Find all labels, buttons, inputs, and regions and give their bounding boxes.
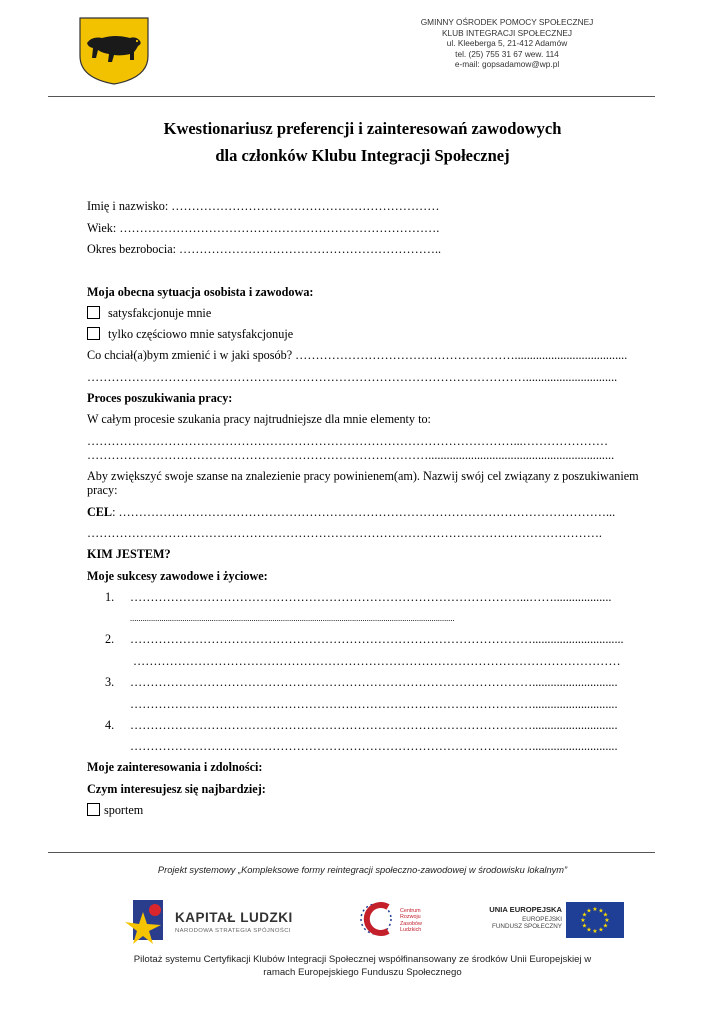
option-label: satysfakcjonuje mnie (108, 306, 212, 320)
age-field[interactable]: Wiek: ……………………………………………………………………. (87, 221, 440, 235)
interests-subheading: Czym interesujesz się najbardziej: (87, 782, 266, 796)
cprs-line: Rozwoju (400, 914, 421, 921)
svg-text:★: ★ (604, 917, 610, 924)
header-address: ul. Kleeberga 5, 21-412 Adamów (446, 38, 568, 49)
section-job-search-heading: Proces poszukiwania pracy: (87, 391, 233, 405)
kapital-ludzki-logo (125, 898, 325, 946)
svg-text:★: ★ (598, 926, 604, 934)
svg-text:★: ★ (580, 917, 586, 924)
cprs-line: Zasobów (400, 920, 422, 927)
eu-sub1: EUROPEJSKI (522, 916, 562, 923)
option-label: sportem (104, 803, 144, 817)
header-org-info (377, 17, 637, 70)
title-line2: dla członków Klubu Integracji Społecznej (215, 146, 510, 165)
cprs-line: Centrum (400, 908, 421, 914)
checkbox-icon[interactable] (87, 327, 100, 340)
success-item-number: 4. (105, 718, 115, 732)
centrum-rozwoju-logo (352, 898, 442, 940)
success-item-line[interactable]: ………………………………………………………………………………………............................ (130, 675, 618, 689)
kl-subtitle: NARODOWA STRATEGIA SPÓJNOŚCI (175, 928, 291, 934)
pilot-note: Pilotaż systemu Certyfikacji Klubów Integracji Społecznej współfinansowany ze środków Unii Europejskiej w ramach Europejskiego Funduszu Społecznego (133, 954, 592, 978)
eu-text (470, 905, 562, 930)
success-item-line[interactable]: ………………………………………………………………………………………............................ (130, 697, 618, 711)
header-divider (48, 96, 655, 97)
kl-title: KAPITAŁ LUDZKI (175, 910, 293, 925)
cprs-emblem-icon (352, 898, 402, 940)
coat-of-arms-bear-icon (78, 16, 150, 86)
success-item-line[interactable]: ……………………………………………………………………………………….............................. (130, 632, 624, 646)
svg-text:★: ★ (586, 907, 592, 915)
svg-text:★: ★ (592, 928, 598, 935)
project-note: Projekt systemowy „Kompleksowe formy reintegracji społeczno-zawodowej w środowisku lokalnym” (157, 865, 568, 875)
change-answer-line[interactable]: ……………………………………………………………………………………………….............................. (87, 370, 618, 384)
unemployment-period-field[interactable]: Okres bezrobocia: ……………………………………………………….. (87, 242, 442, 256)
section-situation-heading: Moja obecna sytuacja osobista i zawodowa: (87, 285, 314, 299)
section-who-am-i-heading: KIM JESTEM? (87, 547, 171, 561)
header-org-line1: GMINNY OŚRODEK POMOCY SPOŁECZNEJ (420, 17, 594, 27)
svg-text:★: ★ (581, 922, 588, 930)
option-label: tylko częściowo mnie satysfakcjonuje (108, 327, 294, 341)
svg-text:★: ★ (602, 911, 609, 919)
header-org-line2: KLUB INTEGRACJI SPOŁECZNEJ (441, 27, 572, 38)
goal-label: CEL (87, 505, 113, 519)
svg-text:★: ★ (598, 907, 604, 915)
success-item-number: 3. (105, 675, 115, 689)
checkbox-icon[interactable] (87, 306, 100, 319)
change-question[interactable]: Co chciał(a)bym zmienić i w jaki sposób? ………………………………………………..................................... (87, 348, 628, 362)
footer-divider (48, 852, 655, 853)
difficulties-question: W całym procesie szukania pracy najtrudniejsze dla mnie elementy to: (87, 412, 431, 426)
success-item-line[interactable]: ………………………………………………………………………………………............................ (130, 739, 618, 753)
kapital-ludzki-emblem-icon (125, 898, 165, 944)
success-item-line[interactable]: ........................................................................................................................................................... (130, 614, 455, 623)
goal-answer-line2[interactable]: ………………………………………………………………………………………………………………. (87, 526, 602, 540)
checkbox-option-satisfied[interactable] (87, 306, 211, 321)
document-title (60, 115, 665, 169)
eu-title: UNIA EUROPEJSKA (489, 905, 562, 914)
checkbox-option-sport[interactable] (87, 803, 143, 818)
goal-prompt-line1: Aby zwiększyć swoje szanse na znalezienie pracy powinienem(am). Nazwij swój cel związany z poszukiwaniem (87, 469, 639, 483)
eu-flag-icon (566, 902, 624, 938)
svg-text:★: ★ (592, 906, 598, 913)
header-phone: tel. (25) 755 31 67 wew. 114 (455, 48, 559, 59)
cprs-line: Ludzkich (400, 926, 422, 933)
success-item-number: 1. (105, 590, 115, 604)
header-email: e-mail: gopsadamow@wp.pl (454, 59, 560, 70)
difficulties-answer-line1[interactable]: ……………………………………………………………………………………………...………………… (87, 434, 609, 448)
success-item-number: 2. (105, 632, 115, 646)
eu-sub2: FUNDUSZ SPOŁECZNY (492, 923, 562, 930)
svg-text:★: ★ (581, 911, 588, 919)
successes-subheading: Moje sukcesy zawodowe i życiowe: (87, 569, 268, 583)
name-field[interactable]: Imię i nazwisko: ………………………………………………………… (87, 199, 440, 213)
svg-text:★: ★ (602, 922, 609, 930)
svg-text:★: ★ (586, 926, 592, 934)
title-line1: Kwestionariusz preferencji i zainteresowań zawodowych (163, 119, 562, 138)
success-item-line[interactable]: ……………………………………………………………………………………...……................... (130, 590, 612, 604)
goal-answer[interactable]: : …………………………………………………………………………………………………………... (112, 505, 616, 519)
goal-prompt-line2: pracy: (87, 483, 118, 497)
success-item-line[interactable]: ………………………………………………………………………………………............................ (130, 718, 618, 732)
success-item-line[interactable]: ………………………………………………………………………………………………………… (133, 654, 621, 668)
checkbox-icon[interactable] (87, 803, 100, 816)
goal-line[interactable] (87, 505, 615, 520)
difficulties-answer-line2[interactable]: …………………………………………………………………………............................................................. (87, 448, 615, 462)
section-interests-heading: Moje zainteresowania i zdolności: (87, 760, 263, 774)
cprs-text (400, 908, 422, 933)
checkbox-option-partially-satisfied[interactable] (87, 327, 293, 342)
